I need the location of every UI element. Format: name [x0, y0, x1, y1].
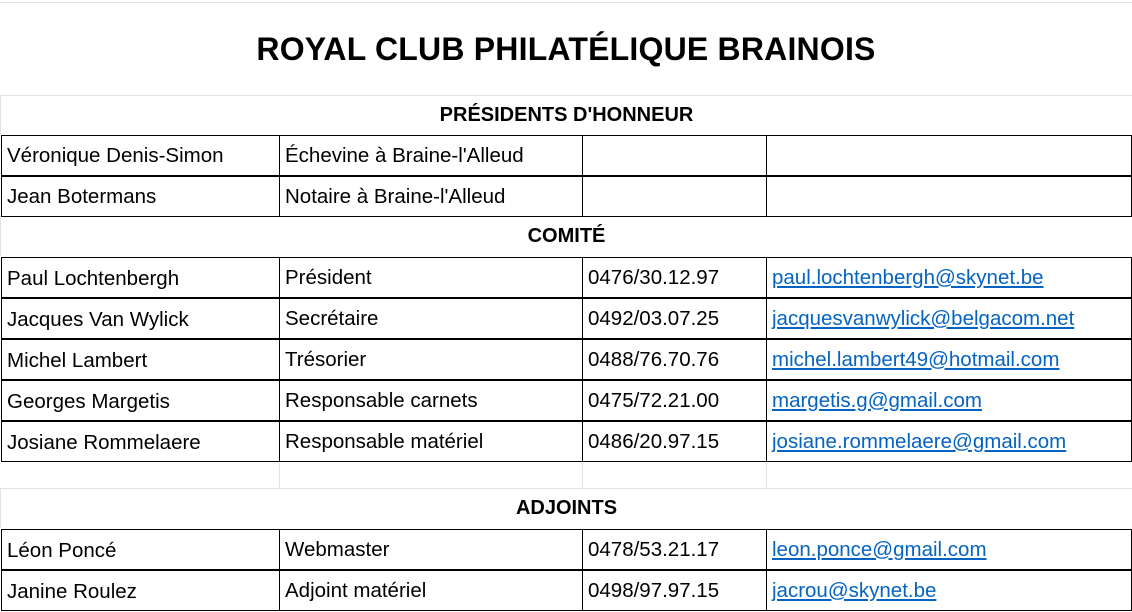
email-link[interactable]: jacquesvanwylick@belgacom.net	[772, 306, 1075, 330]
role-text: Échevine à Braine-l'Alleud	[285, 143, 524, 167]
cell-email[interactable]	[766, 570, 1132, 611]
phone-text: 0486/20.97.15	[588, 429, 720, 453]
role-text: Trésorier	[285, 347, 367, 371]
cell-name[interactable]	[1, 257, 280, 298]
email-link[interactable]: paul.lochtenbergh@skynet.be	[772, 265, 1044, 289]
gridline	[582, 462, 583, 488]
name-text: Véronique Denis-Simon	[7, 143, 224, 167]
name-text: Michel Lambert	[7, 349, 148, 372]
phone-text: 0476/30.12.97	[588, 265, 720, 289]
table-row	[0, 298, 1132, 339]
cell-phone[interactable]	[582, 257, 766, 298]
phone-text: 0488/76.70.76	[588, 347, 720, 371]
email-link[interactable]: leon.ponce@gmail.com	[772, 537, 987, 561]
name-text: Georges Margetis	[7, 390, 170, 413]
phone-text: 0492/03.07.25	[588, 306, 720, 330]
cell-phone[interactable]	[582, 176, 766, 217]
cell-role[interactable]	[279, 257, 582, 298]
cell-name[interactable]	[1, 380, 280, 421]
cell-phone[interactable]	[582, 421, 766, 462]
name-text: Paul Lochtenbergh	[7, 267, 180, 290]
email-link[interactable]: michel.lambert49@hotmail.com	[772, 347, 1060, 371]
cell-name[interactable]	[1, 339, 280, 380]
cell-role[interactable]	[279, 380, 582, 421]
name-text: Josiane Rommelaere	[7, 431, 201, 454]
page-title: ROYAL CLUB PHILATÉLIQUE BRAINOIS	[0, 2, 1132, 96]
table-row	[0, 570, 1132, 611]
table-row	[0, 257, 1132, 298]
phone-text: 0478/53.21.17	[588, 537, 720, 561]
cell-name[interactable]	[1, 176, 280, 217]
cell-phone[interactable]	[582, 380, 766, 421]
cell-role[interactable]	[279, 570, 582, 611]
name-text: Janine Roulez	[7, 580, 137, 603]
table-row	[0, 529, 1132, 570]
gridline	[766, 462, 767, 488]
phone-text: 0498/97.97.15	[588, 578, 720, 602]
role-text: Responsable carnets	[285, 388, 478, 412]
table-row	[0, 135, 1132, 176]
cell-email[interactable]	[766, 421, 1132, 462]
cell-phone[interactable]	[582, 529, 766, 570]
cell-name[interactable]	[1, 135, 280, 176]
cell-email[interactable]	[766, 339, 1132, 380]
cell-email[interactable]	[766, 135, 1132, 176]
cell-email[interactable]	[766, 298, 1132, 339]
cell-email[interactable]	[766, 176, 1132, 217]
cell-role[interactable]	[279, 298, 582, 339]
cell-role[interactable]	[279, 339, 582, 380]
section-heading: ADJOINTS	[0, 488, 1132, 528]
cell-name[interactable]	[1, 298, 280, 339]
cell-phone[interactable]	[582, 339, 766, 380]
cell-email[interactable]	[766, 529, 1132, 570]
phone-text: 0475/72.21.00	[588, 388, 720, 412]
role-text: Secrétaire	[285, 306, 379, 330]
table-row	[0, 421, 1132, 462]
cell-name[interactable]	[1, 570, 280, 611]
email-link[interactable]: margetis.g@gmail.com	[772, 388, 982, 412]
cell-role[interactable]	[279, 176, 582, 217]
role-text: Adjoint matériel	[285, 578, 427, 602]
section-heading: COMITÉ	[0, 216, 1132, 256]
table-row	[0, 380, 1132, 421]
cell-role[interactable]	[279, 421, 582, 462]
cell-name[interactable]	[1, 421, 280, 462]
cell-phone[interactable]	[582, 570, 766, 611]
cell-role[interactable]	[279, 135, 582, 176]
cell-phone[interactable]	[582, 135, 766, 176]
name-text: Léon Poncé	[7, 539, 117, 562]
cell-name[interactable]	[1, 529, 280, 570]
cell-email[interactable]	[766, 257, 1132, 298]
role-text: Responsable matériel	[285, 429, 484, 453]
table-row	[0, 339, 1132, 380]
cell-role[interactable]	[279, 529, 582, 570]
role-text: Notaire à Braine-l'Alleud	[285, 184, 506, 208]
cell-phone[interactable]	[582, 298, 766, 339]
cell-email[interactable]	[766, 380, 1132, 421]
name-text: Jacques Van Wylick	[7, 308, 189, 331]
section-heading: PRÉSIDENTS D'HONNEUR	[0, 95, 1132, 135]
role-text: Président	[285, 265, 372, 289]
name-text: Jean Botermans	[7, 184, 157, 208]
blank-row	[0, 462, 1132, 489]
table-row	[0, 176, 1132, 217]
gridline	[279, 462, 280, 488]
email-link[interactable]: jacrou@skynet.be	[772, 578, 937, 602]
email-link[interactable]: josiane.rommelaere@gmail.com	[772, 429, 1067, 453]
role-text: Webmaster	[285, 537, 390, 561]
